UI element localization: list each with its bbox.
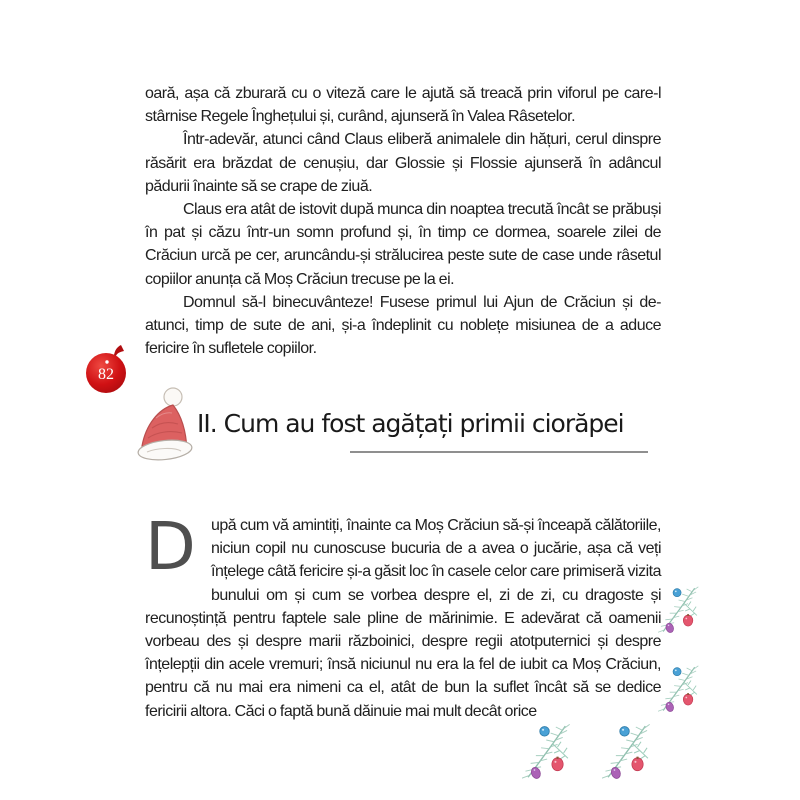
page-number: 82	[98, 366, 114, 383]
fir-branch-icon	[602, 720, 654, 786]
paragraph: oară, așa că zburară cu o viteză care le ajută să treacă prin viforul pe care-l stârnise Regele Înghețului și, curând, ajunseră în Valea Râsetelor.	[145, 85, 661, 126]
paragraph-text: upă cum vă amintiți, înainte ca Moș Crăciun să-și înceapă călătoriile, niciun copil nu cunoscuse bucuria de a avea o jucărie, așa că veți înțelege câtă fericire și-a găsit loc în casele celor care primiseră vizita bunului om și cum se vorbea despre el, zi de zi, cu dragoste și recunoștință pentru faptele sale pline de mărinimie. E adevărat că oamenii vorbeau des și despre marii războinici, despre regii atotputernici și despre înțelepții din acele vremuri; însă niciunul nu era la fel de iubit ca Moș Crăciun, pentru că nu mai era nimeni ca el, atât de bun la suflet încât să se dedice fericirii altora. Căci o faptă bună dăinuie mai mult decât orice	[145, 517, 661, 720]
ornament-stem	[114, 345, 124, 356]
bauble-blue	[540, 727, 550, 737]
paragraph: Într-adevăr, atunci când Claus eliberă animalele din hățuri, cerul dinspre răsărit era brăzdat de cenușiu, dar Glossie și Flossie ajunseră în adâncul pădurii înainte să se crape de ziuă.	[145, 131, 661, 195]
lower-text-block	[145, 508, 661, 723]
bauble-blue	[620, 727, 630, 737]
paragraph: Domnul să-l binecuvânteze! Fusese primul lui Ajun de Crăciun și de-atunci, timp de sute de ani, și-a îndeplinit cu noblețe misiunea de a aduce fericire în sufletele copiilor.	[145, 293, 661, 358]
santa-hat-icon	[132, 386, 198, 464]
paragraph: Claus era atât de istovit după munca din noaptea trecută încât se prăbuși în pat și căzu într-un somn profund și, în timp ce dormea, soarele zilei de Crăciun urcă pe cer, aruncându-și strălucirea peste sute de case unde râsetul copiilor anunța că Moș Crăciun trecuse pe la ei.	[145, 201, 661, 288]
fir-branch-icon	[658, 582, 702, 640]
page-number-ornament-icon	[84, 344, 132, 394]
bauble-purple	[530, 766, 542, 780]
fir-branch-icon	[658, 661, 702, 719]
drop-cap-letter: D	[145, 508, 196, 585]
chapter-title: II. Cum au fost agățați primii ciorăpei	[197, 409, 624, 438]
fir-branch-icon	[522, 720, 574, 786]
bauble-red	[683, 694, 693, 705]
bauble-red	[552, 758, 563, 771]
bauble-blue	[673, 668, 681, 676]
dropcap-paragraph	[145, 508, 661, 723]
bauble-purple	[665, 622, 675, 633]
chapter-title-underline	[350, 451, 648, 453]
bauble-red	[683, 615, 693, 626]
bauble-red	[632, 758, 643, 771]
upper-text-block	[145, 82, 661, 360]
bauble-blue	[673, 589, 681, 597]
bauble-purple	[610, 766, 622, 780]
bauble-purple	[665, 701, 675, 712]
